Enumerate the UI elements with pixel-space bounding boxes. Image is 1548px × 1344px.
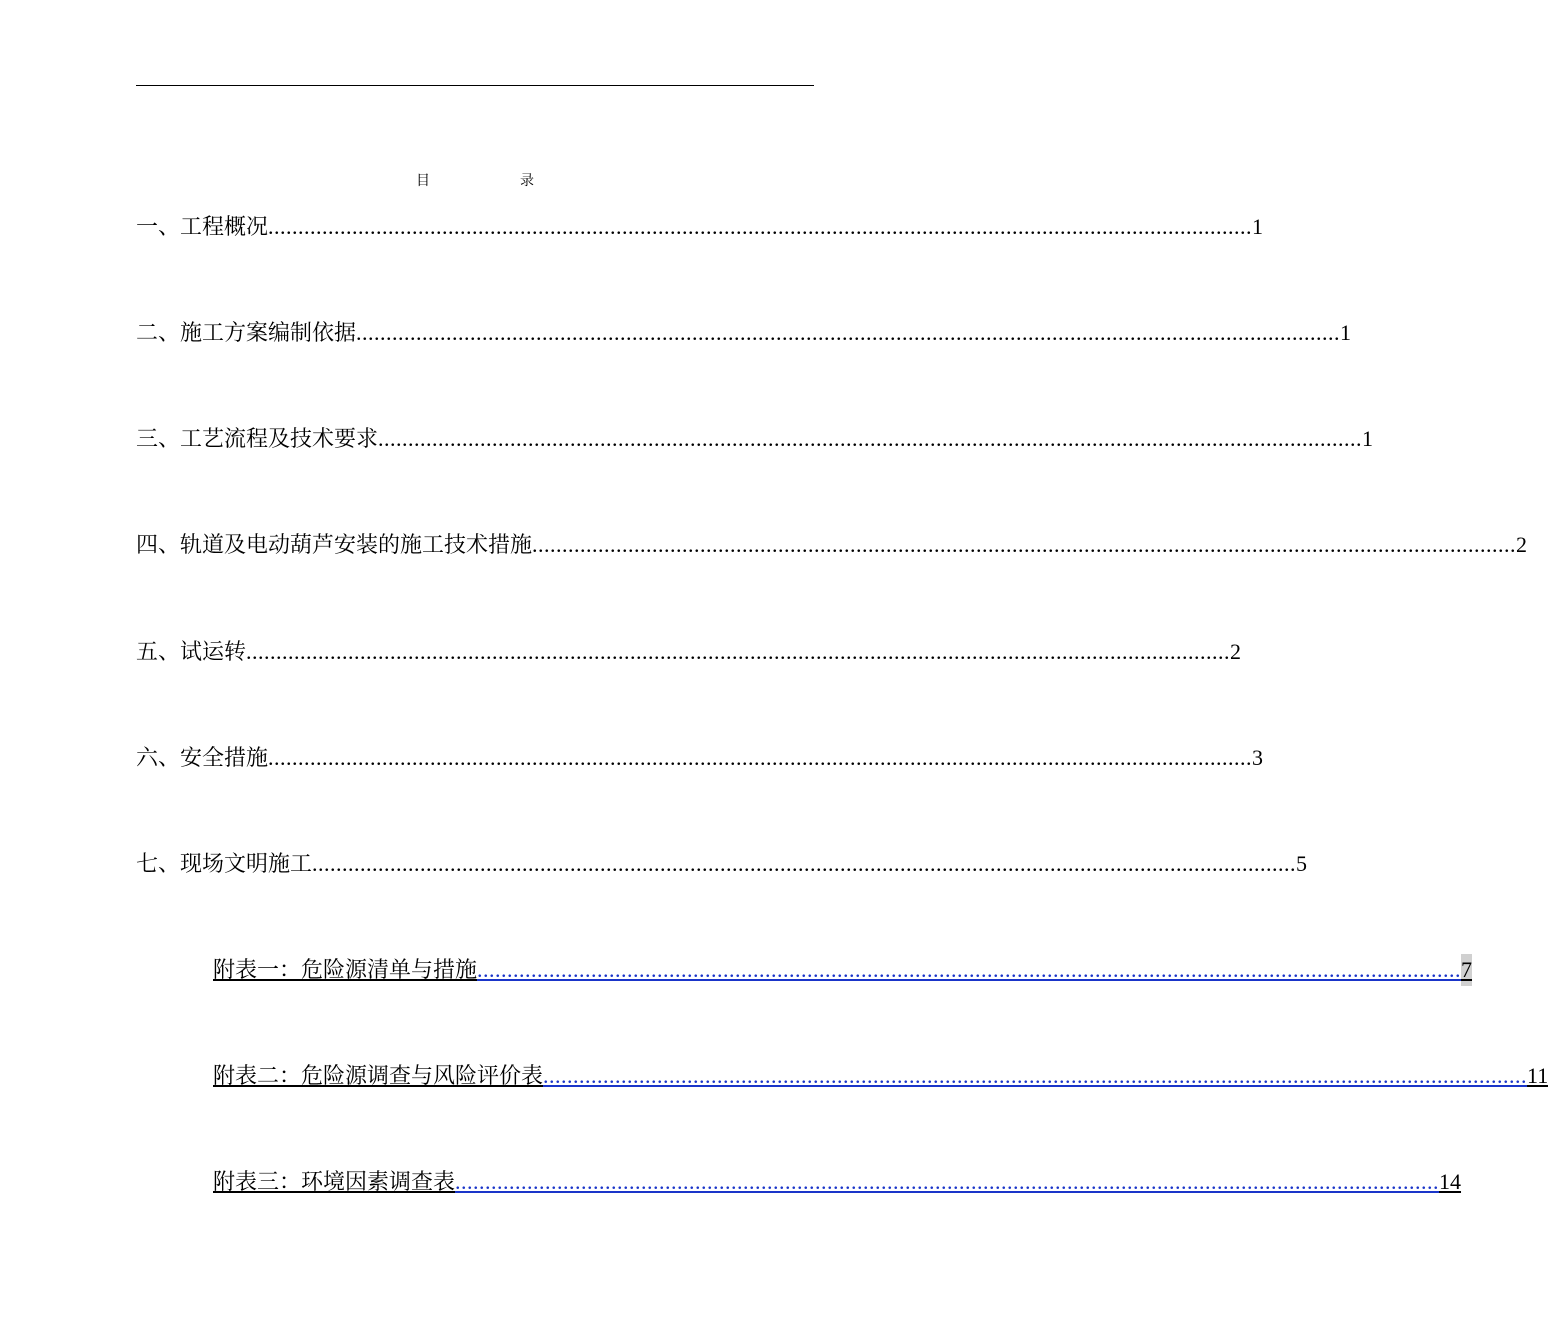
toc-entry-label: 七、现场文明施工 [136,852,313,877]
dot-leader: .................................................................................................................................................................... [312,851,1297,876]
appendix-page: 14 [1439,1169,1462,1194]
toc-entry-4[interactable] [136,529,1528,561]
toc-entry-page: 1 [1340,320,1352,345]
appendix-label: 附表三：环境因素调查表 [213,1170,456,1195]
toc-entry-label: 二、施工方案编制依据 [136,321,357,346]
dot-leader: .................................................................................................................................................................... [246,639,1231,664]
appendix-page: 7 [1461,954,1472,986]
appendix-link-1[interactable] [213,954,1473,986]
toc-entry-page: 2 [1516,532,1528,557]
toc-entry-2[interactable] [136,317,1352,349]
link-dot-leader: .................................................................................................................................................................... [543,1063,1528,1088]
toc-entry-label: 六、安全措施 [136,746,269,771]
dot-leader: .................................................................................................................................................................... [532,532,1517,557]
toc-entry-7[interactable] [136,848,1308,880]
toc-entry-page: 2 [1230,639,1242,664]
appendix-link-2[interactable] [213,1060,1548,1092]
toc-entry-page: 1 [1252,214,1264,239]
appendix-link-3[interactable] [213,1166,1462,1198]
appendix-page: 11 [1527,1063,1548,1088]
toc-entry-label: 三、工艺流程及技术要求 [136,427,379,452]
toc-entry-1[interactable] [136,211,1264,243]
link-dot-leader: .................................................................................................................................................................... [477,957,1462,982]
toc-entry-label: 四、轨道及电动葫芦安装的施工技术措施 [136,533,533,558]
dot-leader: .................................................................................................................................................................... [268,745,1253,770]
toc-entry-6[interactable] [136,742,1264,774]
toc-title [0,170,950,190]
toc-entry-page: 1 [1362,426,1374,451]
toc-title-char-2: 录 [520,173,534,189]
appendix-label: 附表一：危险源清单与措施 [213,958,478,983]
toc-title-char-1: 目 [416,173,430,189]
toc-entry-page: 5 [1296,851,1308,876]
toc-entry-3[interactable] [136,423,1374,455]
link-dot-leader: .................................................................................................................................................................... [455,1169,1440,1194]
header-rule [136,85,814,86]
dot-leader: .................................................................................................................................................................... [378,426,1363,451]
dot-leader: .................................................................................................................................................................... [356,320,1341,345]
toc-entry-label: 一、工程概况 [136,215,269,240]
toc-entry-page: 3 [1252,745,1264,770]
dot-leader: .................................................................................................................................................................... [268,214,1253,239]
appendix-label: 附表二：危险源调查与风险评价表 [213,1064,544,1089]
toc-entry-5[interactable] [136,636,1242,668]
toc-entry-label: 五、试运转 [136,640,247,665]
